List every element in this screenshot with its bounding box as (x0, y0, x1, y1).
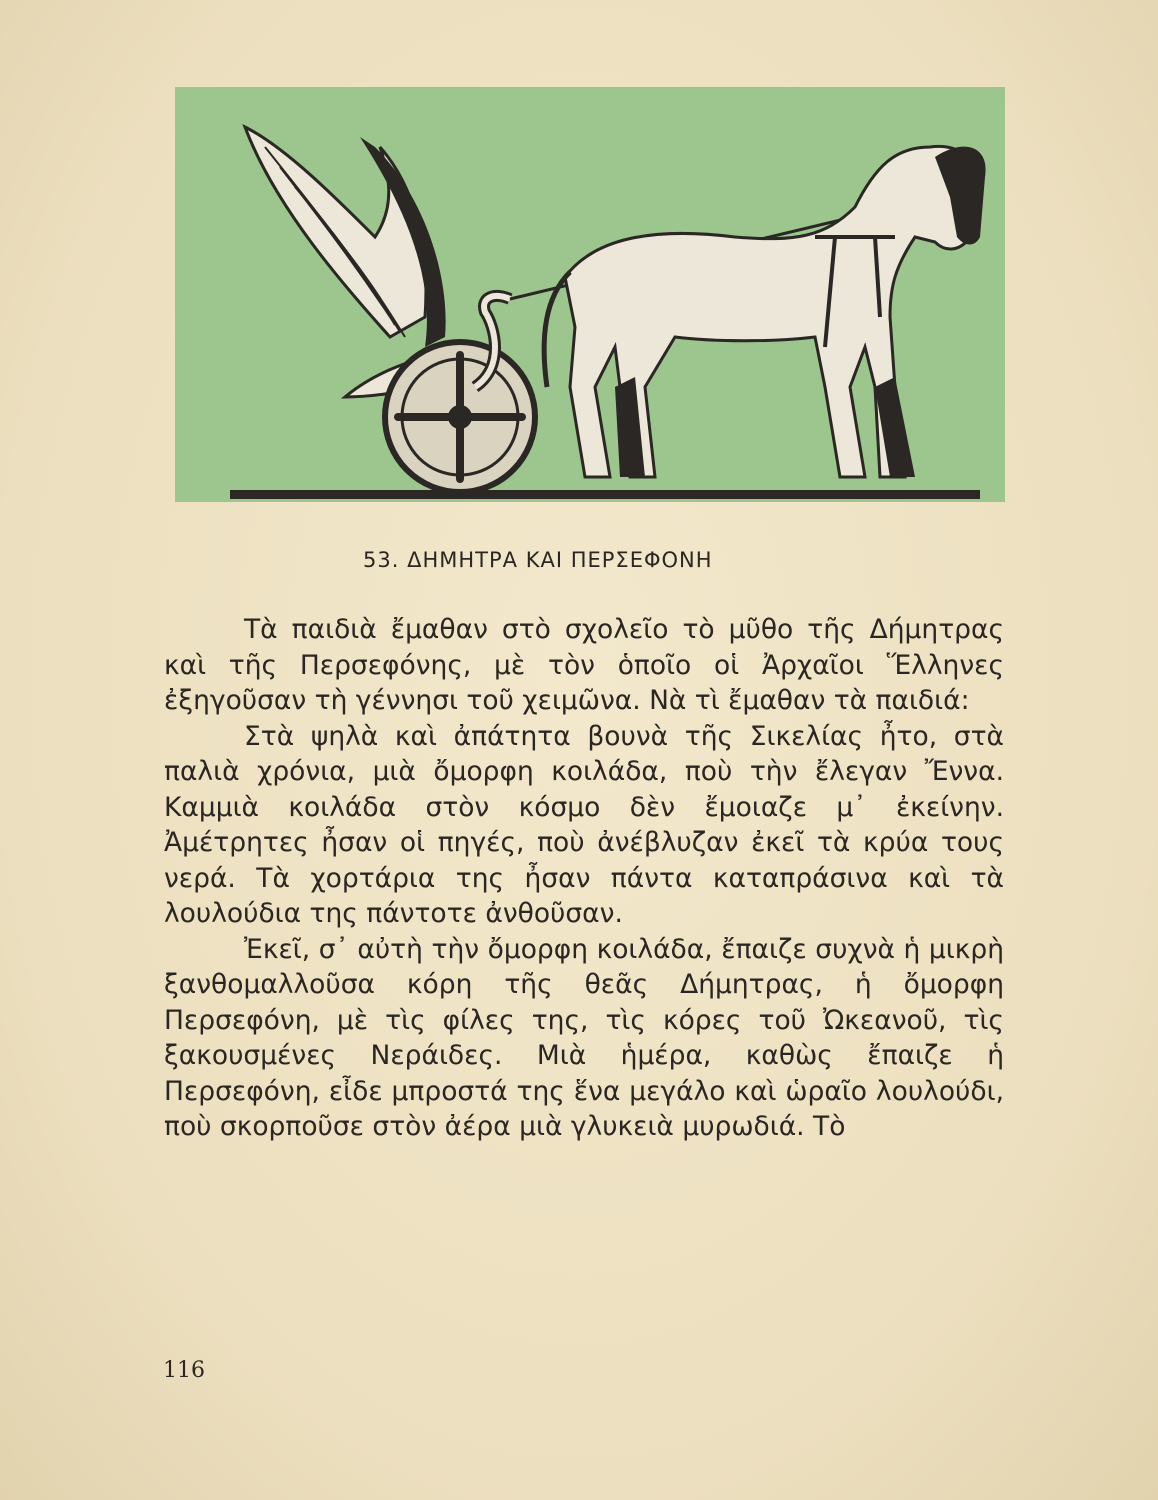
chapter-heading (363, 548, 863, 572)
chapter-number: 53. (363, 548, 400, 572)
page-number: 116 (163, 1358, 205, 1383)
body-text (164, 612, 1004, 1145)
paragraph: Ἐκεῖ, σ᾽ αὐτὴ τὴν ὄμορφη κοιλάδα, ἔπαιζε συχνὰ ἡ μικρὴ ξανθομαλλοῦσα κόρη τῆς θεᾶς Δήμητρας, ἡ ὄμορφη Περσεφόνη, μὲ τὶς φίλες της, τὶς κόρες τοῦ Ὠκεανοῦ, τὶς ξακουσμένες Νεράιδες. Μιὰ ἡμέρα, καθὼς ἔπαιζε ἡ Περσεφόνη, εἶδε μπροστά της ἕνα μεγάλο καὶ ὡραῖο λουλούδι, ποὺ σκορποῦσε στὸν ἀέρα μιὰ γλυκειὰ μυρωδιά. Τὸ (164, 933, 1004, 1142)
chapter-title: ΔΗΜΗΤΡΑ ΚΑΙ ΠΕΡΣΕΦΟΝΗ (407, 548, 713, 572)
chariot-illustration (175, 87, 1005, 502)
paragraph: Στὰ ψηλὰ καὶ ἀπάτητα βουνὰ τῆς Σικελίας ἦτο, στὰ παλιὰ χρόνια, μιὰ ὄμορφη κοιλάδα, ποὺ τὴν ἔλεγαν Ἔννα. Καμμιὰ κοιλάδα στὸν κόσμο δὲν ἔμοιαζε μ᾽ ἐκείνην. Ἀμέτρητες ἦσαν οἱ πηγές, ποὺ ἀνέβλυζαν ἐκεῖ τὰ κρύα τους νερά. Τὰ χορτάρια της ἦσαν πάντα καταπράσινα καὶ τὰ λουλούδια της πάντοτε ἀνθοῦσαν. (164, 720, 1004, 929)
paragraph: Τὰ παιδιὰ ἔμαθαν στὸ σχολεῖο τὸ μῦθο τῆς Δήμητρας καὶ τῆς Περσεφόνης, μὲ τὸν ὁποῖο οἱ Ἀρχαῖοι Ἕλληνες ἐξηγοῦσαν τὴ γέννησι τοῦ χειμῶνα. Νὰ τὶ ἔμαθαν τὰ παιδιά: (164, 614, 1004, 716)
chariot-horse-image (175, 87, 1005, 502)
